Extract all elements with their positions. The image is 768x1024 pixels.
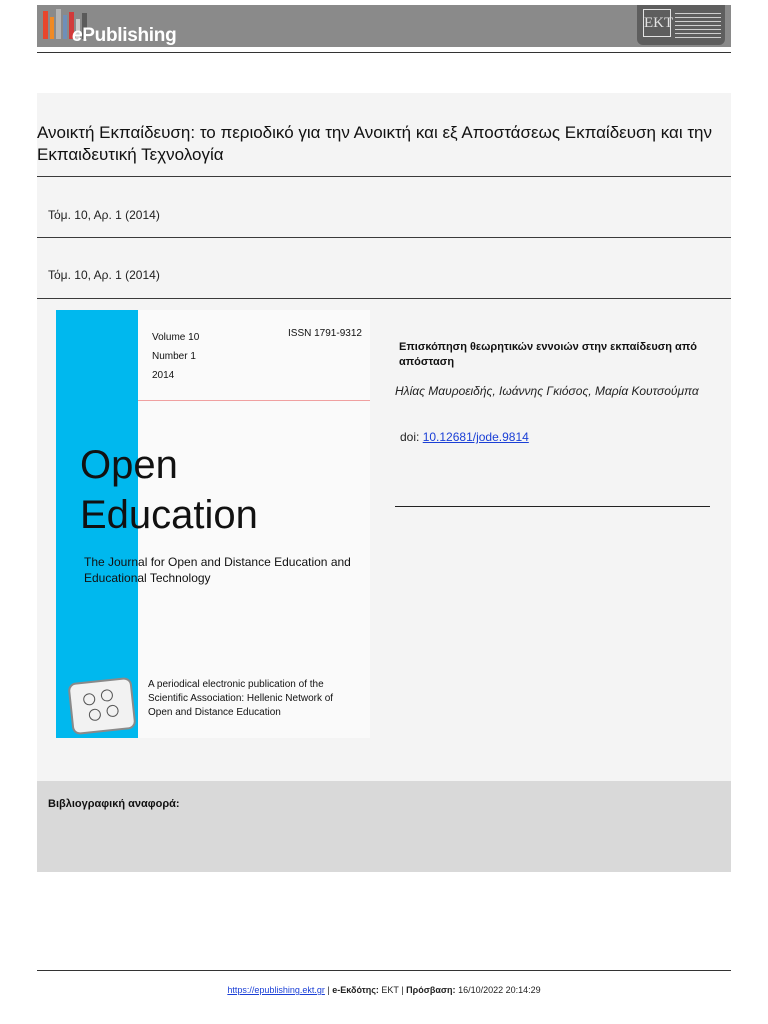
brand-prefix: e xyxy=(72,25,83,46)
doi-label: doi: xyxy=(400,430,420,444)
publisher-value: EKT xyxy=(381,985,399,995)
cover-year: 2014 xyxy=(152,370,175,381)
brand-name: Publishing xyxy=(82,25,177,46)
ekt-logo[interactable] xyxy=(637,5,725,45)
footer xyxy=(0,985,768,995)
issue-line: Τόμ. 10, Αρ. 1 (2014) xyxy=(48,208,160,222)
article-doi xyxy=(400,430,529,444)
journal-cover[interactable] xyxy=(56,310,370,738)
footer-separator: | xyxy=(327,985,330,995)
footer-url-link[interactable]: https://epublishing.ekt.gr xyxy=(227,985,325,995)
journal-title: Ανοικτή Εκπαίδευση: το περιοδικό για την Ανοικτή και εξ Αποστάσεως Εκπαίδευση και την Εκπαιδευτική Τεχνολογία xyxy=(37,123,712,164)
article-authors: Ηλίας Μαυροειδής, Ιωάννης Γκιόσος, Μαρία Κουτσούμπα xyxy=(395,384,699,398)
access-time: 16/10/2022 20:14:29 xyxy=(458,985,541,995)
cover-title xyxy=(80,440,258,540)
cover-title-line: Education xyxy=(80,493,258,537)
cover-number: Number 1 xyxy=(152,351,196,362)
article-divider xyxy=(395,506,710,507)
cover-title-line: Open xyxy=(80,443,178,487)
cover-rule xyxy=(138,400,370,401)
doi-link[interactable]: 10.12681/jode.9814 xyxy=(422,430,529,444)
issue-line: Τόμ. 10, Αρ. 1 (2014) xyxy=(48,268,160,282)
cover-meta xyxy=(152,328,199,385)
cover-footnote: A periodical electronic publication of the Scientific Association: Hellenic Network of Open and Distance Education xyxy=(148,679,334,718)
divider xyxy=(37,176,731,177)
epublishing-logo[interactable] xyxy=(72,25,176,47)
ekt-mark: EKT xyxy=(643,9,671,37)
citation-box xyxy=(37,781,731,872)
header-bar xyxy=(37,5,731,47)
cover-subtitle: The Journal for Open and Distance Education and Educational Technology xyxy=(84,555,351,585)
divider xyxy=(37,237,731,238)
network-logo-icon xyxy=(67,677,136,735)
cover-volume: Volume 10 xyxy=(152,332,200,343)
access-label: Πρόσβαση: xyxy=(406,985,456,995)
citation-label: Βιβλιογραφική αναφορά: xyxy=(48,798,180,810)
footer-divider xyxy=(37,970,731,971)
article-title: Επισκόπηση θεωρητικών εννοιών στην εκπαίδευση από απόσταση xyxy=(399,341,697,368)
header-divider xyxy=(37,52,731,53)
footer-separator: | xyxy=(401,985,404,995)
divider xyxy=(37,298,731,299)
cover-issn: ISSN 1791-9312 xyxy=(288,328,362,339)
ekt-text-lines-icon xyxy=(675,10,721,38)
publisher-label: e-Εκδότης: xyxy=(332,985,379,995)
